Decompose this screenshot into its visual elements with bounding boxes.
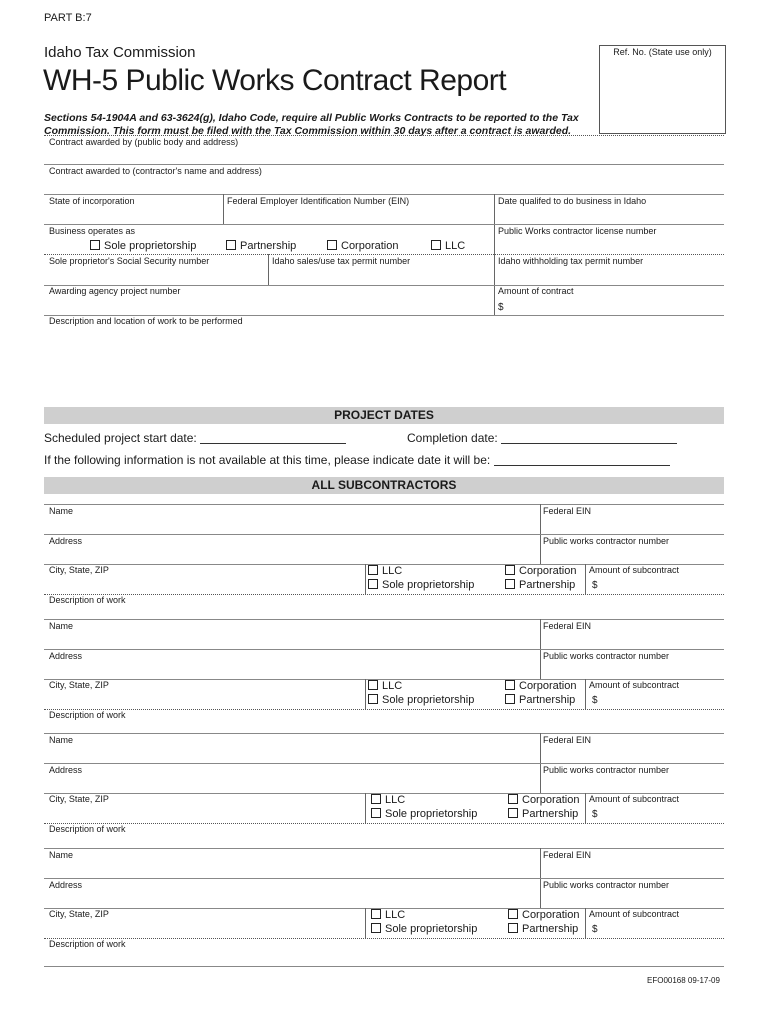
- sub-city-label: City, State, ZIP: [49, 909, 109, 919]
- date-qualified-label: Date qualifed to do business in Idaho: [498, 196, 647, 206]
- divider: [44, 823, 724, 824]
- divider: [44, 194, 724, 195]
- amount-of-contract-label: Amount of contract: [498, 286, 574, 296]
- divider: [44, 649, 724, 650]
- divider: [44, 534, 724, 535]
- sub-llc-checkbox[interactable]: LLC: [371, 909, 405, 922]
- completion-date-row: [407, 431, 677, 445]
- sub-federal-ein-label: Federal EIN: [543, 735, 592, 745]
- ssn-label: Sole proprietor's Social Security number: [49, 256, 210, 266]
- state-incorporation-label: State of incorporation: [49, 196, 135, 206]
- instructions-line-1: Sections 54-1904A and 63-3624(g), Idaho Code, require all Public Works Contracts to be reported to the Tax: [44, 112, 579, 124]
- divider: [44, 848, 724, 849]
- sub-corporation-checkbox[interactable]: Corporation: [508, 794, 579, 807]
- divider: [44, 763, 724, 764]
- partnership-checkbox[interactable]: Partnership: [226, 240, 296, 253]
- divider: [268, 254, 269, 285]
- instructions-line-2: Commission. This form must be filed with the Tax Commission within 30 days after a contract is awarded.: [44, 125, 572, 137]
- sub-license-label: Public works contractor number: [543, 880, 670, 890]
- completion-date-label: Completion date:: [407, 431, 498, 445]
- start-date-label: Scheduled project start date:: [44, 431, 197, 445]
- sub-description-label: Description of work: [49, 939, 126, 949]
- all-subcontractors-heading: ALL SUBCONTRACTORS: [44, 477, 724, 494]
- checkbox-icon: [508, 808, 518, 818]
- sub-partnership-checkbox[interactable]: Partnership: [505, 694, 575, 707]
- sub-llc-checkbox[interactable]: LLC: [371, 794, 405, 807]
- sub-partnership-checkbox[interactable]: Partnership: [508, 923, 578, 936]
- dollar-sign: $: [498, 302, 504, 313]
- unavailable-date-field[interactable]: [494, 453, 670, 466]
- sub-corporation-checkbox[interactable]: Corporation: [505, 680, 576, 693]
- form-title: WH-5 Public Works Contract Report: [43, 64, 507, 97]
- checkbox-icon: [508, 923, 518, 933]
- divider: [44, 594, 724, 595]
- checkbox-icon: [368, 565, 378, 575]
- checkbox-icon: [371, 909, 381, 919]
- form-code: EFO00168 09-17-09: [647, 976, 720, 985]
- sub-address-label: Address: [49, 536, 83, 546]
- divider: [44, 135, 724, 136]
- sub-dollar-sign: $: [592, 809, 598, 820]
- awarded-to-label: Contract awarded to (contractor's name and address): [49, 166, 262, 176]
- checkbox-icon: [368, 579, 378, 589]
- sub-license-label: Public works contractor number: [543, 765, 670, 775]
- sub-sole-proprietorship-checkbox[interactable]: Sole proprietorship: [368, 579, 474, 592]
- checkbox-icon: [368, 694, 378, 704]
- divider: [44, 966, 724, 967]
- checkbox-icon: [226, 240, 236, 250]
- divider: [44, 164, 724, 165]
- divider: [44, 504, 724, 505]
- divider: [44, 938, 724, 939]
- sales-tax-permit-label: Idaho sales/use tax permit number: [272, 256, 411, 266]
- checkbox-icon: [505, 565, 515, 575]
- sub-corporation-checkbox[interactable]: Corporation: [508, 909, 579, 922]
- checkbox-icon: [505, 694, 515, 704]
- sub-federal-ein-label: Federal EIN: [543, 621, 592, 631]
- sub-dollar-sign: $: [592, 580, 598, 591]
- description-location-label: Description and location of work to be performed: [49, 316, 243, 326]
- awarded-by-label: Contract awarded by (public body and address): [49, 137, 239, 147]
- checkbox-icon: [368, 680, 378, 690]
- sub-llc-checkbox[interactable]: LLC: [368, 565, 402, 578]
- sub-amount-label: Amount of subcontract: [589, 680, 680, 690]
- divider: [365, 793, 366, 823]
- project-dates-heading: PROJECT DATES: [44, 407, 724, 424]
- divider: [44, 709, 724, 710]
- start-date-row: [44, 431, 346, 445]
- divider: [365, 679, 366, 709]
- checkbox-icon: [508, 794, 518, 804]
- divider: [44, 224, 724, 225]
- divider: [365, 564, 366, 594]
- sub-dollar-sign: $: [592, 924, 598, 935]
- part-label: PART B:7: [44, 12, 92, 24]
- unavailable-row: [44, 453, 670, 467]
- sub-description-label: Description of work: [49, 824, 126, 834]
- ref-number-label: Ref. No. (State use only): [613, 47, 712, 57]
- unavailable-label: If the following information is not available at this time, please indicate date it will be:: [44, 453, 491, 467]
- checkbox-icon: [505, 680, 515, 690]
- sub-name-label: Name: [49, 621, 74, 631]
- sub-federal-ein-label: Federal EIN: [543, 506, 592, 516]
- withholding-permit-label: Idaho withholding tax permit number: [498, 256, 644, 266]
- agency-name: Idaho Tax Commission: [44, 44, 196, 61]
- sub-address-label: Address: [49, 880, 83, 890]
- business-operates-label: Business operates as: [49, 226, 136, 236]
- sub-address-label: Address: [49, 765, 83, 775]
- sub-partnership-checkbox[interactable]: Partnership: [505, 579, 575, 592]
- start-date-field[interactable]: [200, 431, 346, 444]
- sub-partnership-checkbox[interactable]: Partnership: [508, 808, 578, 821]
- sub-sole-proprietorship-checkbox[interactable]: Sole proprietorship: [368, 694, 474, 707]
- divider: [44, 878, 724, 879]
- sub-corporation-checkbox[interactable]: Corporation: [505, 565, 576, 578]
- divider: [365, 908, 366, 938]
- divider: [44, 619, 724, 620]
- sub-city-label: City, State, ZIP: [49, 565, 109, 575]
- ein-label: Federal Employer Identification Number (EIN): [227, 196, 410, 206]
- sub-name-label: Name: [49, 506, 74, 516]
- sub-city-label: City, State, ZIP: [49, 680, 109, 690]
- divider: [585, 679, 586, 709]
- checkbox-icon: [508, 909, 518, 919]
- sub-name-label: Name: [49, 735, 74, 745]
- sub-address-label: Address: [49, 651, 83, 661]
- checkbox-icon: [371, 808, 381, 818]
- llc-checkbox[interactable]: LLC: [431, 240, 465, 253]
- sub-description-label: Description of work: [49, 595, 126, 605]
- divider: [585, 908, 586, 938]
- sub-amount-label: Amount of subcontract: [589, 794, 680, 804]
- sub-city-label: City, State, ZIP: [49, 794, 109, 804]
- sub-amount-label: Amount of subcontract: [589, 565, 680, 575]
- license-number-label: Public Works contractor license number: [498, 226, 657, 236]
- agency-project-number-label: Awarding agency project number: [49, 286, 181, 296]
- completion-date-field[interactable]: [501, 431, 677, 444]
- divider: [585, 793, 586, 823]
- sub-description-label: Description of work: [49, 710, 126, 720]
- checkbox-icon: [327, 240, 337, 250]
- checkbox-icon: [431, 240, 441, 250]
- sub-sole-proprietorship-checkbox[interactable]: Sole proprietorship: [371, 923, 477, 936]
- divider: [585, 564, 586, 594]
- sub-license-label: Public works contractor number: [543, 651, 670, 661]
- checkbox-icon: [371, 923, 381, 933]
- divider: [44, 733, 724, 734]
- checkbox-icon: [90, 240, 100, 250]
- checkbox-icon: [505, 579, 515, 589]
- corporation-checkbox[interactable]: Corporation: [327, 240, 398, 253]
- sole-proprietorship-checkbox[interactable]: Sole proprietorship: [90, 240, 196, 253]
- ref-number-box[interactable]: [599, 45, 726, 134]
- sub-sole-proprietorship-checkbox[interactable]: Sole proprietorship: [371, 808, 477, 821]
- sub-dollar-sign: $: [592, 695, 598, 706]
- divider: [44, 254, 724, 255]
- divider: [223, 194, 224, 224]
- sub-name-label: Name: [49, 850, 74, 860]
- sub-federal-ein-label: Federal EIN: [543, 850, 592, 860]
- sub-license-label: Public works contractor number: [543, 536, 670, 546]
- sub-amount-label: Amount of subcontract: [589, 909, 680, 919]
- checkbox-icon: [371, 794, 381, 804]
- sub-llc-checkbox[interactable]: LLC: [368, 680, 402, 693]
